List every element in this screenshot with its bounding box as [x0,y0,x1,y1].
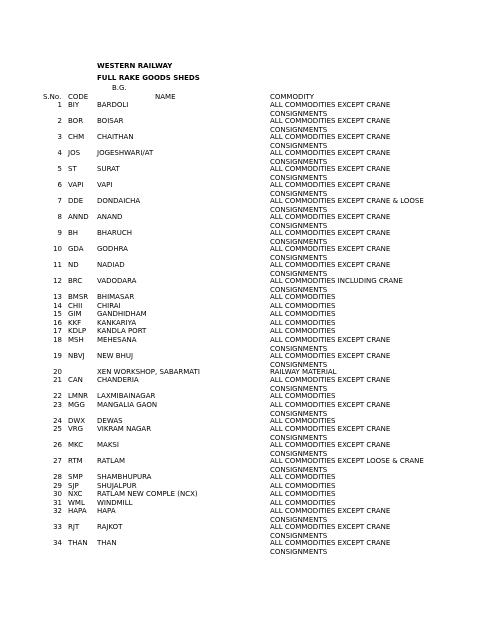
table-row [0,400,495,418]
table-row [0,351,495,369]
row-commodity: ALL COMMODITIES EXCEPT CRANE [270,351,391,360]
row-sno: 32 [53,507,62,515]
row-code: SJP [68,481,79,490]
row-commodity-continued: CONSIGNMENTS [270,126,328,134]
row-sno: 3 [57,133,62,141]
row-name: VAPI [97,181,113,189]
table-row [0,277,495,294]
row-name: XEN WORKSHOP, SABARMATI [97,367,200,376]
row-commodity-continued: CONSIGNMENTS [270,206,328,214]
row-commodity: ALL COMMODITIES EXCEPT CRANE [270,425,391,433]
row-name: GANDHIDHAM [97,310,147,318]
row-name: BOISAR [97,117,124,125]
row-commodity-continued: CONSIGNMENTS [270,532,328,540]
row-sno: 11 [53,261,62,269]
row-sno: 30 [53,490,62,498]
row-commodity: ALL COMMODITIES [270,327,336,335]
row-commodity: ALL COMMODITIES EXCEPT CRANE [270,133,391,141]
row-commodity: ALL COMMODITIES [270,473,336,481]
row-sno: 7 [57,197,62,205]
row-commodity: ALL COMMODITIES EXCEPT CRANE [270,261,391,269]
row-code: MSH [68,335,84,344]
row-commodity-continued: CONSIGNMENTS [270,516,328,524]
row-commodity: ALL COMMODITIES [270,490,336,498]
row-sno: 22 [53,392,62,400]
table-row [0,425,495,442]
table-row [0,197,495,214]
row-name: DONDAICHA [97,197,141,205]
row-code: GDA [68,245,84,253]
row-name: GODHRA [97,245,128,253]
table-row [0,245,495,262]
row-commodity: ALL COMMODITIES EXCEPT CRANE [270,400,391,409]
row-code: BOR [68,117,84,125]
row-sno: 12 [53,277,62,285]
row-commodity-continued: CONSIGNMENTS [270,409,328,418]
row-commodity-continued: CONSIGNMENTS [270,360,328,369]
row-sno: 15 [53,310,62,318]
row-code: NXC [68,490,83,498]
row-name: WINDMILL [97,498,133,507]
row-code: CHM [68,133,85,141]
row-commodity-continued: CONSIGNMENTS [270,286,328,294]
row-sno: 5 [57,165,62,173]
row-sno: 19 [53,351,62,360]
row-sno: 1 [57,101,62,109]
row-commodity: ALL COMMODITIES [270,416,336,425]
row-code: VAPI [68,181,84,189]
row-code: MGG [68,400,85,409]
row-name: MANGALIA GAON [97,400,158,409]
row-sno: 33 [53,523,62,531]
row-commodity-continued: CONSIGNMENTS [270,385,328,393]
row-commodity-continued: CONSIGNMENTS [270,254,328,262]
row-commodity-continued: CONSIGNMENTS [270,270,328,278]
row-name: LAXMIBAINAGAR [97,392,156,400]
row-name: CHIRAI [97,301,121,310]
row-commodity: ALL COMMODITIES [270,301,336,310]
row-code: VRG [68,425,84,433]
row-commodity: ALL COMMODITIES EXCEPT CRANE [270,229,391,237]
row-name: CHANDERIA [97,376,139,384]
row-commodity-continued: CONSIGNMENTS [270,450,328,458]
row-commodity: RAILWAY MATERIAL [270,367,337,376]
row-sno: 9 [57,229,62,237]
row-code: BRC [68,277,83,285]
document-subtitle: FULL RAKE GOODS SHEDS [97,74,200,82]
row-name: KANDLA PORT [97,327,147,335]
row-commodity: ALL COMMODITIES EXCEPT LOOSE & CRANE [270,457,424,465]
row-name: NEW BHUJ [97,351,134,360]
row-code: KDLP [68,327,87,335]
row-sno: 10 [53,245,62,253]
row-commodity: ALL COMMODITIES EXCEPT CRANE [270,245,391,253]
row-code: CAN [68,376,83,384]
table-row [0,261,495,278]
row-commodity-continued: CONSIGNMENTS [270,190,328,198]
row-code: GIM [68,310,82,318]
row-sno: 25 [53,425,62,433]
row-name: RATLAM [97,457,125,465]
row-commodity: ALL COMMODITIES EXCEPT CRANE [270,507,391,515]
row-code: LMNR [68,392,89,400]
row-name: CHAITHAN [97,133,134,141]
row-sno: 26 [53,441,62,449]
row-name: SHAMBHUPURA [97,473,152,481]
row-name: HAPA [97,507,116,515]
table-row [0,229,495,246]
row-sno: 29 [53,481,62,490]
row-commodity-continued: CONSIGNMENTS [270,466,328,474]
row-code: KKF [68,318,82,327]
table-row [0,181,495,198]
row-sno: 18 [53,335,62,344]
row-commodity: ALL COMMODITIES EXCEPT CRANE [270,523,391,531]
header-code: CODE [68,93,89,101]
row-code: ND [68,261,79,269]
row-commodity: ALL COMMODITIES EXCEPT CRANE [270,213,391,221]
row-commodity-continued: CONSIGNMENTS [270,142,328,150]
row-name: BHIMASAR [97,293,135,301]
row-sno: 27 [53,457,62,465]
row-code: WML [68,498,85,507]
row-commodity: ALL COMMODITIES [270,318,336,327]
row-commodity-continued: CONSIGNMENTS [270,548,328,556]
document-title: WESTERN RAILWAY [97,62,173,70]
row-commodity-continued: CONSIGNMENTS [270,344,328,353]
row-name: BHARUCH [97,229,132,237]
row-name: RATLAM NEW COMPLE (NCX) [97,490,198,498]
table-row [0,335,495,353]
table-row [0,149,495,166]
row-sno: 13 [53,293,62,301]
table-row [0,117,495,134]
table-row [0,457,495,474]
row-sno: 21 [53,376,62,384]
row-commodity: ALL COMMODITIES EXCEPT CRANE [270,376,391,384]
row-name: ANAND [97,213,123,221]
row-name: SURAT [97,165,120,173]
row-sno: 4 [57,149,62,157]
row-commodity: ALL COMMODITIES EXCEPT CRANE [270,165,391,173]
row-code: BMSR [68,293,89,301]
row-name: VADODARA [97,277,137,285]
row-sno: 23 [53,400,62,409]
header-sno: S.No. [43,93,62,101]
row-commodity: ALL COMMODITIES [270,310,336,318]
row-sno: 24 [53,416,62,425]
row-commodity: ALL COMMODITIES EXCEPT CRANE [270,441,391,449]
row-code: ANND [68,213,89,221]
row-code: MKC [68,441,84,449]
row-name: KANKARIYA [97,318,137,327]
row-name: RAJKOT [97,523,123,531]
row-code: RJT [68,523,80,531]
row-sno: 31 [53,498,62,507]
row-code: DWX [68,416,86,425]
row-sno: 28 [53,473,62,481]
header-name: NAME [155,93,176,101]
row-sno: 20 [53,367,62,376]
row-name: BARDOLI [97,101,129,109]
row-name: NADIAD [97,261,125,269]
table-row [0,539,495,556]
row-commodity: ALL COMMODITIES [270,392,336,400]
row-commodity-continued: CONSIGNMENTS [270,158,328,166]
row-name: JOGESHWARI/AT [97,149,154,157]
row-commodity: ALL COMMODITIES EXCEPT CRANE [270,181,391,189]
table-row [0,165,495,182]
row-code: DDE [68,197,84,205]
row-commodity: ALL COMMODITIES INCLUDING CRANE [270,277,403,285]
table-row [0,101,495,118]
row-name: MEHESANA [97,335,137,344]
row-commodity: ALL COMMODITIES EXCEPT CRANE [270,539,391,547]
row-commodity: ALL COMMODITIES EXCEPT CRANE [270,101,391,109]
row-commodity-continued: CONSIGNMENTS [270,434,328,442]
row-commodity: ALL COMMODITIES EXCEPT CRANE [270,335,391,344]
row-code: RTM [68,457,83,465]
gauge-label: B.G. [112,84,127,92]
row-sno: 34 [53,539,62,547]
row-code: ST [68,165,77,173]
row-commodity-continued: CONSIGNMENTS [270,238,328,246]
row-code: CHII [68,301,83,310]
row-code: SMP [68,473,83,481]
row-commodity: ALL COMMODITIES EXCEPT CRANE [270,117,391,125]
row-code: NBVJ [68,351,85,360]
row-commodity: ALL COMMODITIES EXCEPT CRANE [270,149,391,157]
row-name: THAN [97,539,117,547]
row-commodity: ALL COMMODITIES EXCEPT CRANE & LOOSE [270,197,424,205]
row-sno: 2 [57,117,62,125]
table-row [0,523,495,540]
row-commodity-continued: CONSIGNMENTS [270,222,328,230]
row-name: VIKRAM NAGAR [97,425,152,433]
row-code: BH [68,229,79,237]
table-row [0,441,495,458]
row-commodity: ALL COMMODITIES [270,481,336,490]
row-code: JOS [68,149,81,157]
row-commodity: ALL COMMODITIES [270,498,336,507]
row-name: SHUJALPUR [97,481,137,490]
row-code: HAPA [68,507,87,515]
table-row [0,507,495,524]
row-commodity-continued: CONSIGNMENTS [270,110,328,118]
row-name: MAKSI [97,441,119,449]
row-sno: 14 [53,301,62,310]
row-code: THAN [68,539,88,547]
row-name: DEWAS [97,416,123,425]
row-sno: 16 [53,318,62,327]
row-sno: 6 [57,181,62,189]
row-sno: 17 [53,327,62,335]
table-row [0,376,495,393]
row-commodity-continued: CONSIGNMENTS [270,174,328,182]
table-row [0,213,495,230]
header-commodity: COMMODITY [270,93,314,101]
row-code: BIY [68,101,80,109]
row-commodity: ALL COMMODITIES [270,293,336,301]
row-sno: 8 [57,213,62,221]
table-row [0,133,495,150]
